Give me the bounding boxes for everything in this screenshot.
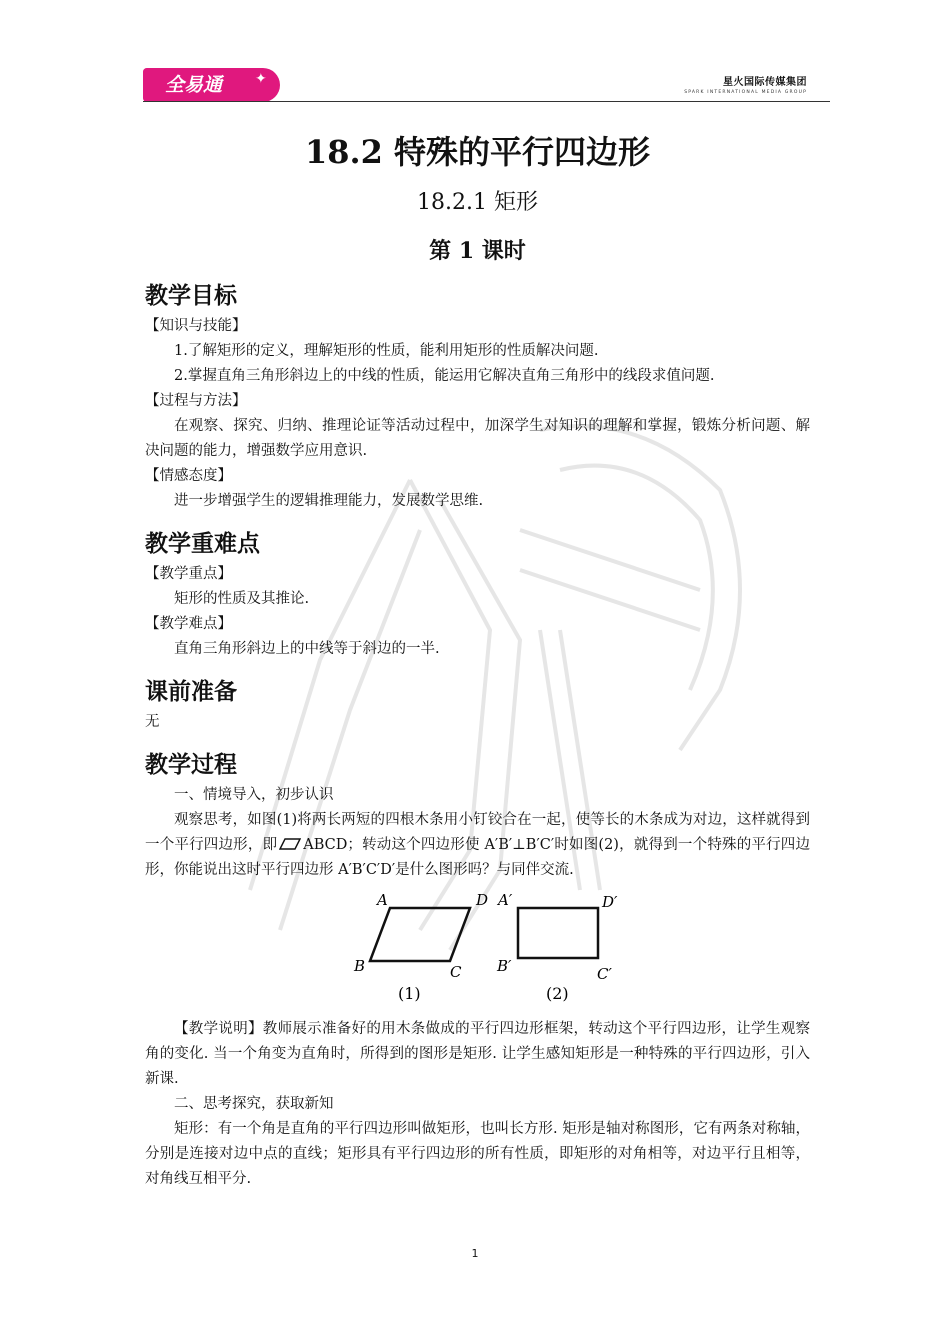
page-number: 1 (471, 1247, 479, 1260)
attitude-text: 进一步增强学生的逻辑推理能力，发展数学思维. (174, 493, 484, 509)
fig1-label-a: A (377, 891, 388, 909)
teaching-note: 【教学说明】教师展示准备好的用木条做成的平行四边形框架，转动这个平行四边形，让学生观察角的变化. 当一个角变为直角时，所得到的图形是矩形. 让学生感知矩形是一种特殊的平行四边形，引入新课. (145, 1021, 810, 1087)
brand-logo (143, 68, 280, 102)
process-text: 在观察、探究、归纳、推理论证等活动过程中，加深学生对知识的理解和掌握，锻炼分析问题、解决问题的能力，增强数学应用意识. (145, 418, 810, 459)
document-body (145, 122, 810, 1192)
knowledge-item: 2.掌握直角三角形斜边上的中线的性质，能运用它解决直角三角形中的线段求值问题. (174, 368, 715, 384)
fig1-label-b: B (354, 957, 366, 975)
fig1-label-c: C (450, 963, 462, 981)
label-focus: 【教学重点】 (145, 566, 232, 582)
fig1-caption: (1) (398, 984, 421, 1003)
step1-title: 一、情境导入，初步认识 (174, 787, 334, 803)
figure-parallelogram-rectangle (145, 891, 810, 1013)
label-attitude: 【情感态度】 (145, 468, 232, 484)
geometry-figure (350, 891, 640, 1013)
fig2-label-b: B′ (497, 957, 512, 975)
label-difficulty: 【教学难点】 (145, 616, 232, 632)
fig2-label-d: D′ (602, 893, 618, 911)
page-title: 18.2 特殊的平行四边形 (304, 133, 651, 171)
section-heading-objectives: 教学目标 (145, 283, 237, 309)
rectangle-shape (518, 908, 598, 958)
step1-text (145, 808, 810, 883)
section-heading-key-points: 教学重难点 (145, 531, 260, 557)
publisher-name: 星火国际传媒集团 (723, 77, 807, 88)
publisher-name-en: SPARK INTERNATIONAL MEDIA GROUP (684, 90, 807, 95)
section-heading-preparation: 课前准备 (145, 679, 237, 705)
lesson-label: 第 1 课时 (429, 238, 526, 264)
focus-text: 矩形的性质及其推论. (174, 591, 310, 607)
label-process: 【过程与方法】 (145, 393, 247, 409)
header-divider (143, 101, 830, 102)
parallelogram-symbol-icon (279, 838, 301, 850)
label-knowledge: 【知识与技能】 (145, 318, 247, 334)
section-heading-process: 教学过程 (145, 752, 237, 778)
fig2-label-c: C′ (597, 965, 612, 983)
logo-text: 全易通 (165, 74, 223, 96)
fig2-label-a: A′ (498, 891, 513, 909)
step2-title: 二、思考探究，获取新知 (174, 1096, 334, 1112)
step1-text-a: 观察思考，如图(1)将两长两短的四根木条用小钉铰合在一起，使等长的木条成为对边，这样就得到一个平行四边形，即 (145, 812, 810, 853)
fig2-caption: (2) (546, 984, 569, 1003)
step1-text-b: ABCD；转动这个四边形使 A′B′⊥B′C′时如图(2)，就得到一个特殊的平行四边形，你能说出这时平行四边形 A′B′C′D′是什么图形吗？与同伴交流. (145, 837, 810, 878)
knowledge-item: 1.了解矩形的定义，理解矩形的性质，能利用矩形的性质解决问题. (174, 343, 599, 359)
sparkle-icon: ✦ (255, 71, 267, 87)
publisher-brand (684, 73, 807, 95)
parallelogram-shape (370, 908, 470, 961)
difficulty-text: 直角三角形斜边上的中线等于斜边的一半. (174, 641, 440, 657)
fig1-label-d: D (476, 891, 489, 909)
step2-text: 矩形：有一个角是直角的平行四边形叫做矩形，也叫长方形. 矩形是轴对称图形，它有两条对称轴，分别是连接对边中点的直线；矩形具有平行四边形的所有性质，即矩形的对角相等，对边平行且相等，对角线互相平分. (145, 1121, 810, 1187)
page-subtitle: 18.2.1 矩形 (417, 190, 538, 215)
preparation-text: 无 (145, 714, 160, 730)
